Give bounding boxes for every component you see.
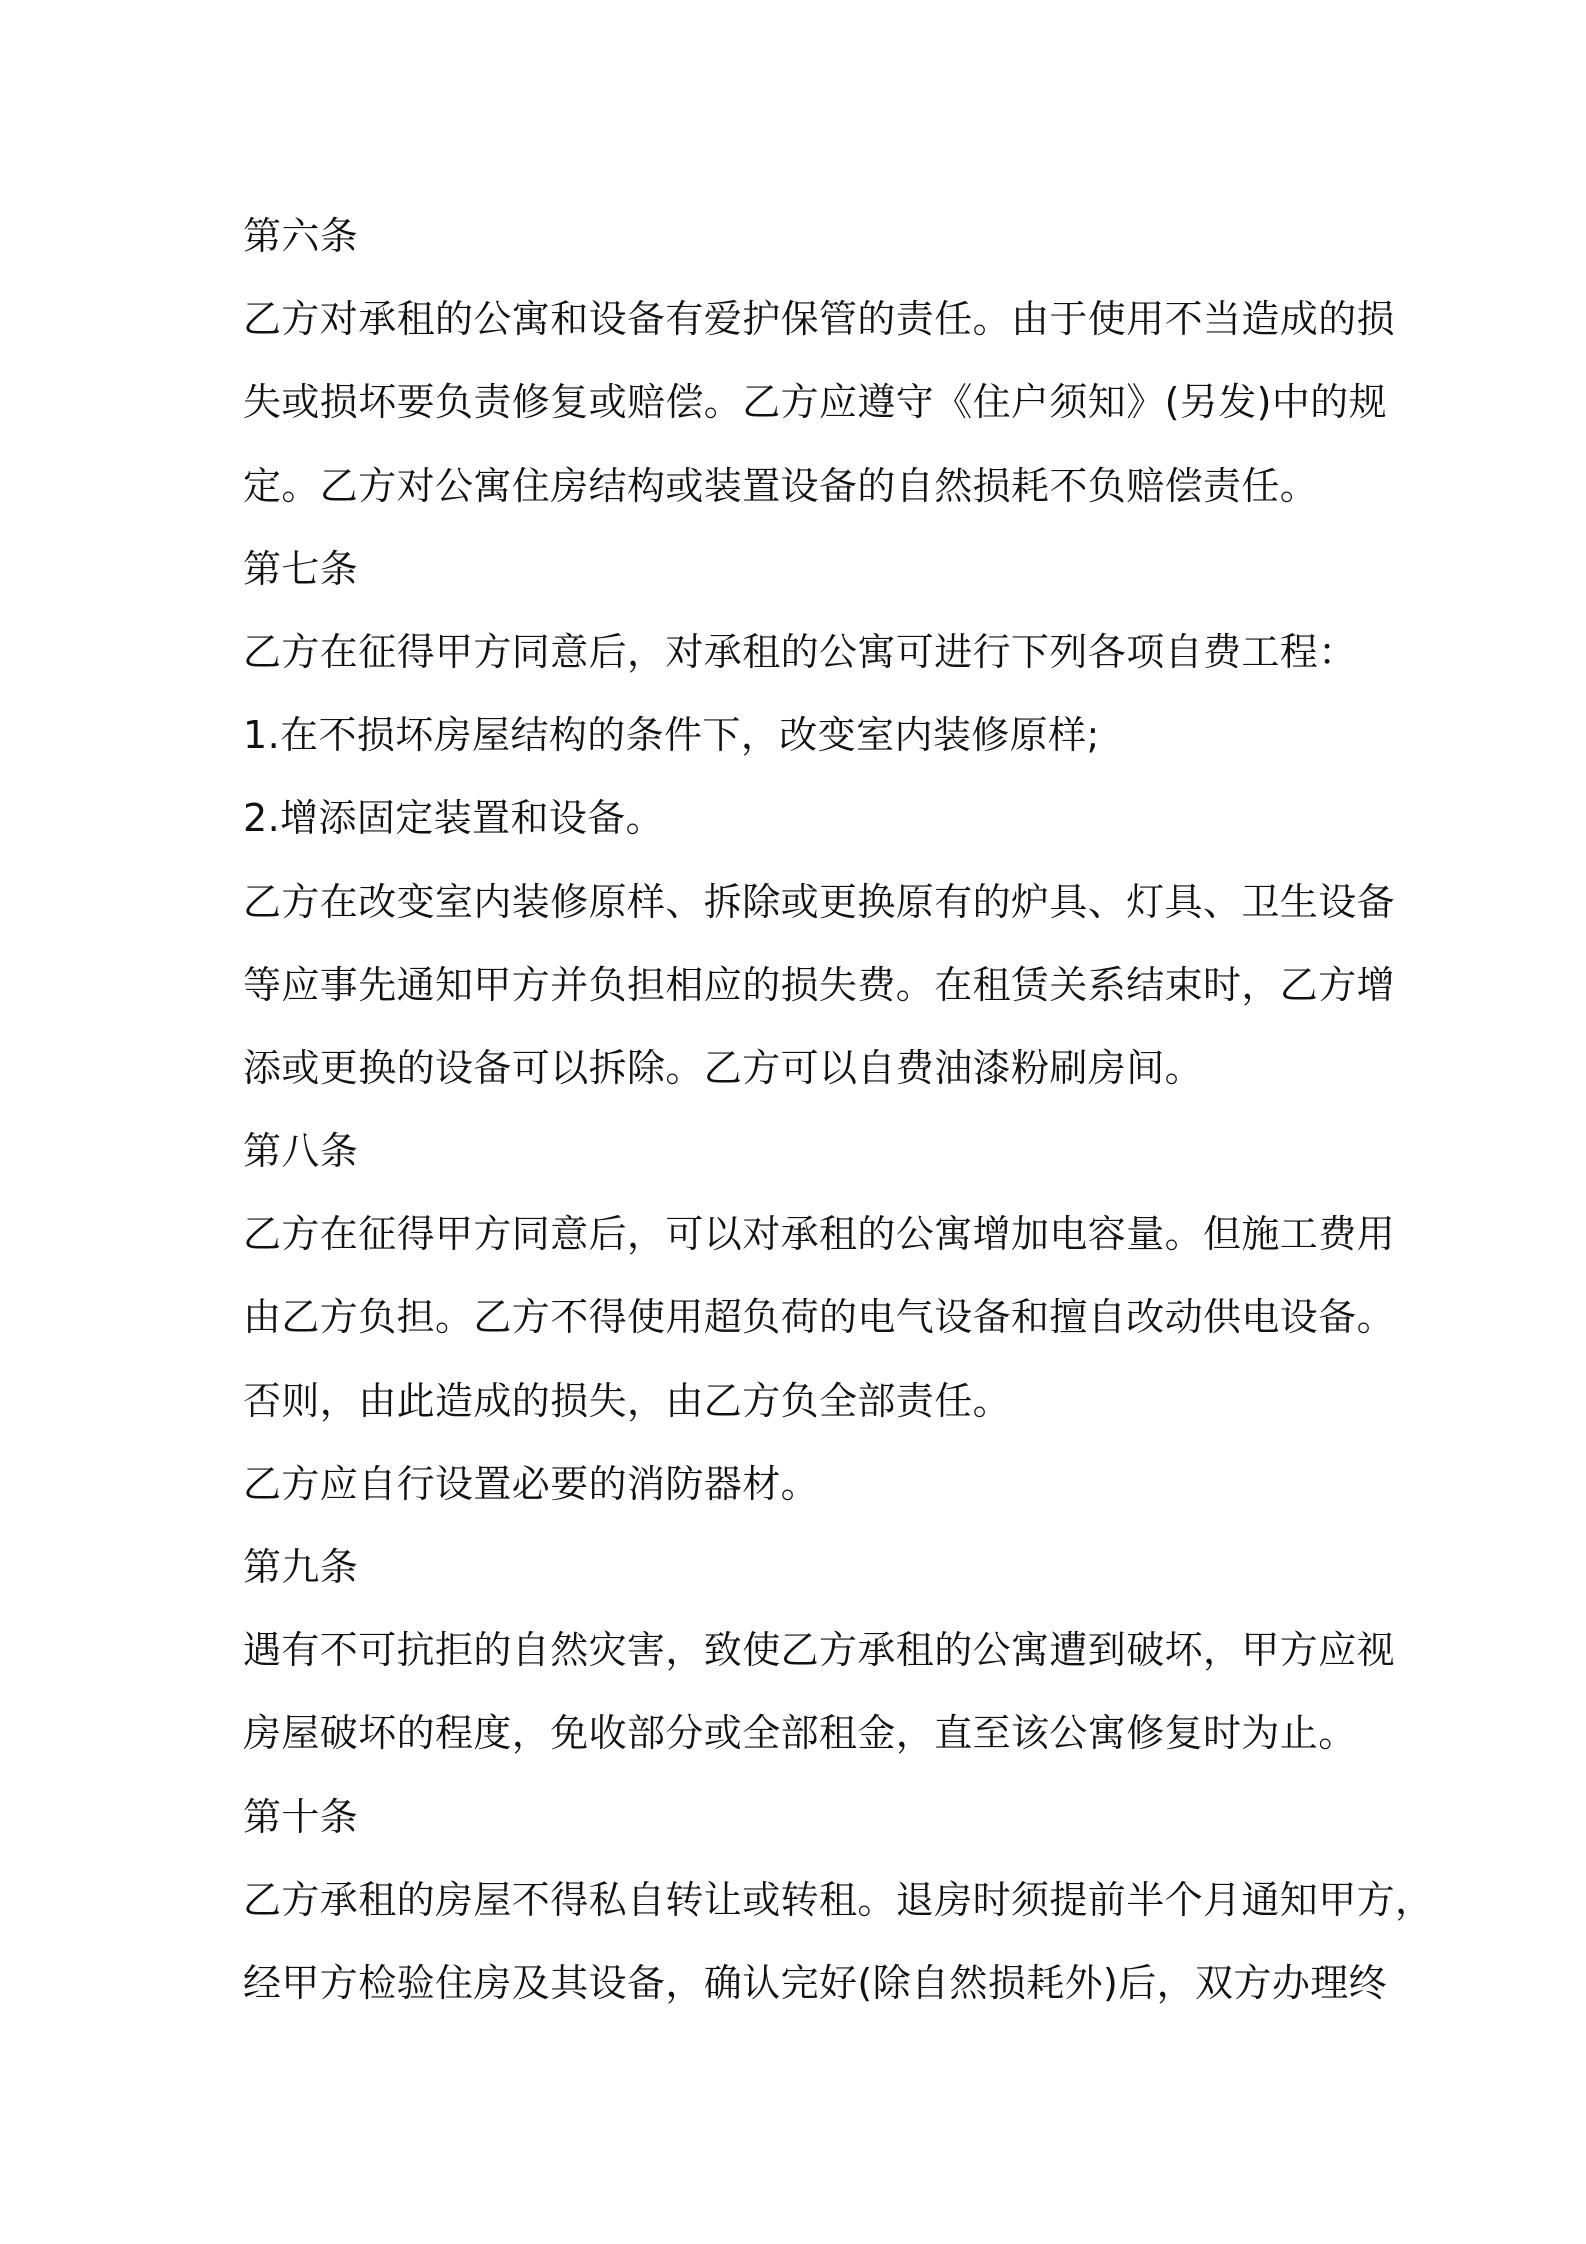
paragraph-line: 房屋破坏的程度，免收部分或全部租金，直至该公寓修复时为止。 bbox=[243, 1711, 1357, 1756]
list-item: 2.增添固定装置和设备。 bbox=[243, 796, 665, 841]
document-body bbox=[243, 195, 1434, 2025]
paragraph-line: 乙方对承租的公寓和设备有爱护保管的责任。由于使用不当造成的损 bbox=[243, 297, 1396, 342]
paragraph-line: 乙方应自行设置必要的消防器材。 bbox=[243, 1461, 820, 1506]
paragraph-line: 添或更换的设备可以拆除。乙方可以自费油漆粉刷房间。 bbox=[243, 1045, 1204, 1090]
paragraph-line: 乙方在改变室内装修原样、拆除或更换原有的炉具、灯具、卫生设备 bbox=[243, 879, 1396, 924]
paragraph-line: 否则，由此造成的损失，由乙方负全部责任。 bbox=[243, 1378, 1012, 1423]
paragraph-line: 失或损坏要负责修复或赔偿。乙方应遵守《住户须知》(另发)中的规 bbox=[243, 380, 1388, 425]
paragraph-line: 乙方在征得甲方同意后，可以对承租的公寓增加电容量。但施工费用 bbox=[243, 1212, 1396, 1257]
article-heading: 第六条 bbox=[243, 214, 359, 258]
paragraph-line: 乙方承租的房屋不得私自转让或转租。退房时须提前半个月通知甲方， bbox=[243, 1877, 1434, 1922]
article-7 bbox=[243, 528, 1396, 1110]
article-10 bbox=[243, 1776, 1434, 2026]
article-6 bbox=[243, 195, 1396, 528]
paragraph-line: 定。乙方对公寓住房结构或装置设备的自然损耗不负赔偿责任。 bbox=[243, 463, 1319, 508]
paragraph-line: 遇有不可抗拒的自然灾害，致使乙方承租的公寓遭到破坏，甲方应视 bbox=[243, 1628, 1396, 1673]
article-heading: 第九条 bbox=[243, 1545, 359, 1589]
list-item: 1.在不损坏房屋结构的条件下，改变室内装修原样; bbox=[243, 713, 1100, 758]
article-heading: 第八条 bbox=[243, 1129, 359, 1174]
article-9 bbox=[243, 1526, 1396, 1776]
article-heading: 第七条 bbox=[243, 546, 359, 591]
paragraph-line: 经甲方检验住房及其设备，确认完好(除自然损耗外)后，双方办理终 bbox=[243, 1960, 1388, 2005]
paragraph-line: 由乙方负担。乙方不得使用超负荷的电气设备和擅自改动供电设备。 bbox=[243, 1295, 1396, 1340]
paragraph-line: 等应事先通知甲方并负担相应的损失费。在租赁关系结束时，乙方增 bbox=[243, 962, 1396, 1007]
paragraph-line: 乙方在征得甲方同意后，对承租的公寓可进行下列各项自费工程： bbox=[243, 629, 1357, 674]
article-8 bbox=[243, 1110, 1396, 1526]
article-heading: 第十条 bbox=[243, 1794, 359, 1839]
